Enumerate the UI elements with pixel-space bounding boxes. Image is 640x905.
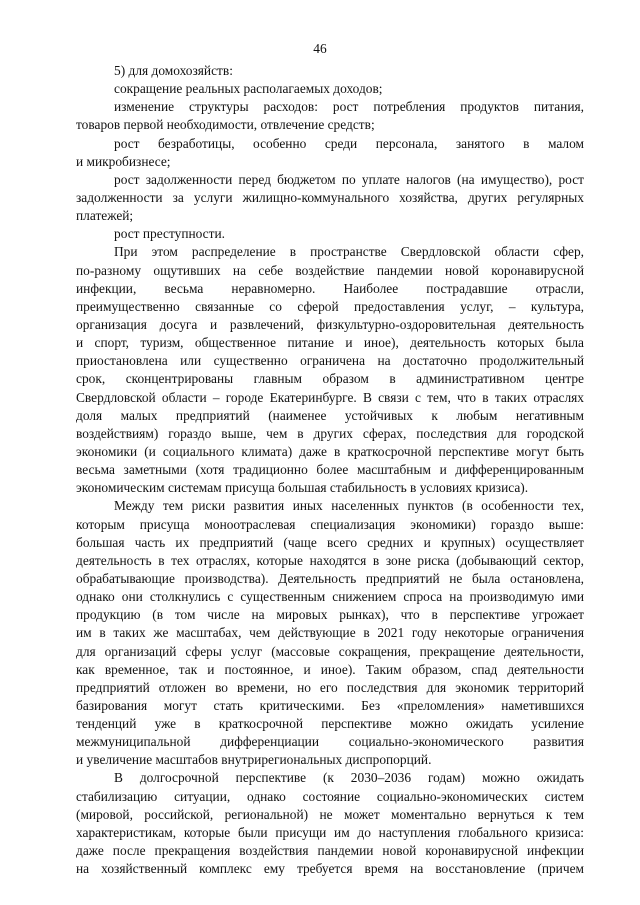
text-line: на хозяйственный комплекс ему требуется время на восстановление (причем [76, 861, 584, 877]
text-line: товаров первой необходимости, отвлечение средств; [76, 117, 375, 133]
text-line: которым присуща моноотраслевая специализация экономики) гораздо выше: [76, 516, 584, 532]
text-line: изменение структуры расходов: рост потребления продуктов питания, [114, 99, 584, 115]
text-line: для организаций сферы услуг (массовые сокращения, прекращение деятельности, [76, 643, 584, 659]
text-line: рост задолженности перед бюджетом по уплате налогов (на имущество), рост [114, 171, 584, 187]
document-body [76, 62, 584, 878]
text-line: инфекции, весьма неравномерно. Наиболее пострадавшие отрасли, [76, 280, 584, 296]
text-line: задолженности за услуги жилищно-коммунального хозяйства, других регулярных [76, 189, 584, 205]
text-line: сокращение реальных располагаемых доходов; [114, 81, 383, 97]
text-line: (мировой, российской, региональной) не может моментально вернуться к тем [76, 806, 584, 822]
text-line: рост безработицы, особенно среди персонала, занятого в малом [114, 135, 584, 151]
text-line: как временное, так и постоянное, и иное). Таким образом, спад деятельности [76, 661, 584, 677]
text-line: большая часть их предприятий (чаще всего средних и крупных) осуществляет [76, 534, 584, 550]
text-line: межмуниципальной дифференциации социально-экономического развития [76, 734, 584, 750]
text-line: и увеличение масштабов внутрирегиональных диспропорций. [76, 752, 432, 768]
page-number: 46 [313, 41, 327, 56]
text-line: организация досуга и развлечений, физкультурно-оздоровительная деятельность [76, 316, 584, 332]
text-line: однако они столкнулись с существенным снижением спроса на производимую ими [76, 589, 584, 605]
text-line: При этом распределение в пространстве Свердловской области сфер, [114, 244, 584, 260]
text-line: Свердловской области – городе Екатеринбурге. В связи с тем, что в таких отраслях [76, 389, 584, 405]
text-line: срок, сконцентрированы главным образом в административном центре [76, 371, 584, 387]
text-line: 5) для домохозяйств: [114, 63, 233, 78]
text-line: базирования могут стать критическими. Без «преломления» наметившихся [76, 697, 584, 713]
text-line: рост преступности. [114, 226, 225, 242]
text-line: и спорт, туризм, общественное питание и иное), деятельность которых была [76, 335, 584, 351]
text-line: экономики (и социального климата) даже в краткосрочной перспективе могут быть [76, 443, 584, 459]
text-line: по-разному ощутивших на себе воздействие пандемии новой коронавирусной [76, 262, 584, 278]
text-line: Между тем риски развития иных населенных пунктов (в особенности тех, [114, 498, 584, 514]
text-line: деятельность в тех отраслях, которые находятся в зоне риска (добывающий сектор, [76, 552, 584, 568]
text-line: тенденций уже в краткосрочной перспективе можно ожидать усиление [76, 716, 584, 732]
text-line: стабилизацию ситуации, однако состояние социально-экономических систем [76, 788, 584, 804]
text-line: даже после прекращения воздействия пандемии новой коронавирусной инфекции [76, 843, 584, 859]
text-line: экономическим системам присуща большая стабильность в условиях кризиса). [76, 480, 529, 496]
text-line: предприятий отложен во времени, но его последствия для экономик территорий [76, 679, 584, 695]
text-line: им в таких же масштабах, чем действующие в 2021 году некоторые ограничения [76, 625, 584, 641]
text-line: продукцию (в том числе на мировых рынках), что в перспективе угрожает [76, 607, 584, 623]
text-line: весьма заметными (хотя традиционно более масштабным и дифференцированным [76, 462, 584, 478]
text-line: и микробизнесе; [76, 153, 171, 169]
text-line: преимущественно связанные со сферой предоставления услуг, – культура, [76, 298, 584, 314]
text-line: приостановлена или существенно ограничена на достаточно продолжительный [76, 353, 584, 369]
text-line: обрабатывающие производства). Деятельность предприятий не была остановлена, [76, 570, 584, 586]
text-line: платежей; [76, 208, 134, 224]
text-line: воздействиям) гораздо выше, чем в других сферах, последствия для городской [76, 425, 584, 441]
text-line: характеристикам, которые были присущи им до наступления глобального кризиса: [76, 824, 584, 840]
text-line: В долгосрочной перспективе (к 2030–2036 годам) можно ожидать [114, 770, 584, 786]
text-line: доля малых предприятий (наименее устойчивых к любым негативным [76, 407, 584, 423]
